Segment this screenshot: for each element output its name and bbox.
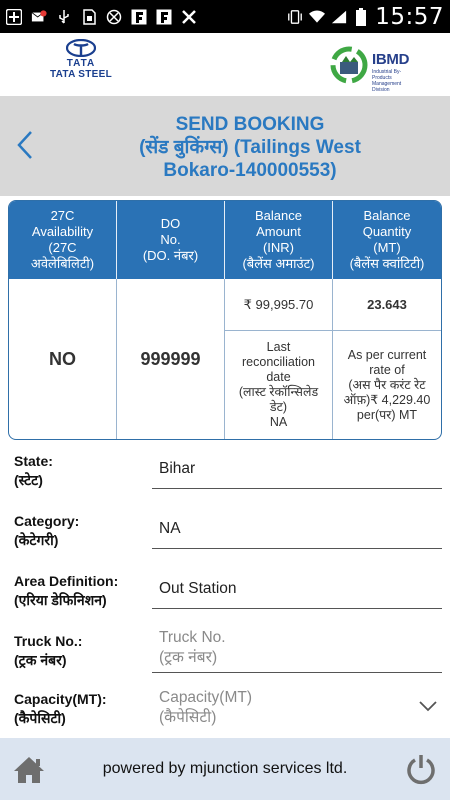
rate-text: rate of [369, 362, 405, 377]
header-text: (DO. नंबर) [142, 248, 199, 263]
table-header-row [9, 201, 441, 279]
header-text: Quantity [362, 224, 412, 239]
area-definition-label [14, 572, 118, 610]
partner-logo-text: IBMD [372, 51, 410, 68]
header-text: (बैलेंस अमाउंट) [242, 256, 315, 271]
usb-icon [56, 9, 72, 25]
logo-header [0, 33, 450, 96]
label-text: Category: [14, 513, 80, 529]
title-line-1: SEND BOOKING [175, 114, 325, 135]
header-text: 27C [50, 208, 75, 223]
title-bar [0, 96, 450, 196]
status-bar [0, 0, 450, 33]
brand-top: TATA [66, 58, 96, 69]
tata-emblem-icon [66, 39, 96, 57]
truck-no-input[interactable] [159, 628, 226, 668]
header-text: Amount [256, 224, 301, 239]
brand-bottom: TATA STEEL [49, 69, 113, 80]
close-x-icon [181, 9, 197, 25]
table-row [9, 279, 441, 439]
label-text: (एरिया डेफिनिशन) [14, 592, 107, 608]
balance-amount-value: ₹ 99,995.70 [225, 279, 332, 331]
header-text: (बैलेंस क्वांटिटी) [349, 256, 425, 271]
placeholder-text: (कैपेसिटी) [159, 709, 217, 726]
header-text: Balance [363, 208, 411, 223]
rate-cell [333, 331, 441, 439]
back-button[interactable] [14, 130, 38, 160]
label-text: Truck No.: [14, 633, 83, 649]
title-line-3: Bokaro-140000553) [163, 160, 337, 181]
state-row [0, 448, 450, 508]
label-text: (केटेगरी) [14, 532, 59, 548]
label-text: State: [14, 453, 53, 469]
rate-text: As per current [347, 347, 427, 362]
blocked-icon [106, 9, 122, 25]
capacity-label [14, 690, 107, 728]
category-label [14, 512, 79, 550]
truck-no-label [14, 632, 82, 670]
truck-underline [152, 672, 442, 673]
powered-by-text: powered by mjunction services ltd. [102, 760, 348, 777]
balance-amount-column [225, 279, 333, 439]
page-title [60, 113, 440, 182]
header-text: Balance [255, 208, 302, 223]
area-definition-field[interactable]: Out Station [159, 580, 237, 597]
booking-summary-table [8, 200, 442, 440]
placeholder-text: (ट्रक नंबर) [159, 649, 218, 666]
header-balance-amount [225, 201, 333, 279]
header-text: (MT) [373, 240, 401, 255]
clock: 15:57 [375, 3, 444, 30]
capacity-select[interactable] [159, 688, 252, 728]
area-row [0, 568, 450, 628]
reconciliation-date-value: NA [269, 415, 288, 429]
label-text: Area Definition: [14, 573, 119, 589]
header-do-no [117, 201, 225, 279]
header-balance-quantity [333, 201, 441, 279]
do-number-value: 999999 [117, 279, 225, 439]
state-field[interactable]: Bihar [159, 460, 196, 477]
recycle-icon [328, 42, 372, 86]
chevron-left-icon [14, 130, 38, 160]
availability-value: NO [9, 279, 117, 439]
vibrate-icon [287, 9, 303, 25]
title-line-2: (सेंड बुकिंग्स) (Tailings West [139, 137, 361, 158]
reconciliation-label: डेट) [269, 400, 288, 414]
header-text: अवेलेबिलिटी) [30, 256, 95, 271]
balance-quantity-column [333, 279, 441, 439]
category-field[interactable]: NA [159, 520, 181, 537]
balance-quantity-value: 23.643 [333, 279, 441, 331]
label-text: (ट्रक नंबर) [14, 652, 67, 668]
header-text: (27C [48, 240, 77, 255]
sim-icon [81, 9, 97, 25]
logout-button[interactable] [405, 753, 437, 785]
label-text: (कैपेसिटी) [14, 710, 66, 726]
header-availability [9, 201, 117, 279]
reconciliation-label: date [266, 370, 291, 384]
battery-icon [353, 9, 369, 25]
state-underline [152, 488, 442, 489]
truck-row [0, 628, 450, 688]
reconciliation-label: reconciliation [242, 355, 315, 369]
reconciliation-label: (लास्ट रेकॉन्सिलेड [238, 385, 319, 399]
category-underline [152, 548, 442, 549]
power-icon [405, 753, 437, 785]
rate-text: ऑफ़)₹ 4,229.40 [343, 392, 431, 407]
bottom-bar [0, 738, 450, 800]
placeholder-text: Truck No. [159, 629, 226, 646]
reconciliation-label: Last [266, 340, 291, 354]
rate-text: (अस पैर करंट रेट [348, 377, 426, 392]
ibmd-logo [328, 42, 420, 93]
partner-logo-subtext: Industrial By-Products Management Division [372, 69, 402, 93]
tata-steel-logo [44, 39, 118, 80]
area-underline [152, 608, 442, 609]
label-text: (स्टेट) [14, 472, 43, 488]
chevron-down-icon[interactable] [418, 700, 438, 712]
label-text: Capacity(MT): [14, 691, 107, 707]
header-text: DO [160, 216, 181, 231]
mail-warning-icon [31, 9, 47, 25]
wifi-icon [309, 9, 325, 25]
add-icon [6, 9, 22, 25]
header-text: Availability [31, 224, 94, 239]
header-text: (INR) [262, 240, 295, 255]
signal-icon [331, 9, 347, 25]
reconciliation-cell [225, 331, 332, 439]
header-text: No. [160, 232, 181, 247]
rate-text: per(पर) MT [356, 407, 418, 422]
app-f-icon [131, 9, 147, 25]
category-row [0, 508, 450, 568]
app-f-icon [156, 9, 172, 25]
placeholder-text: Capacity(MT) [159, 689, 253, 706]
state-label [14, 452, 53, 490]
